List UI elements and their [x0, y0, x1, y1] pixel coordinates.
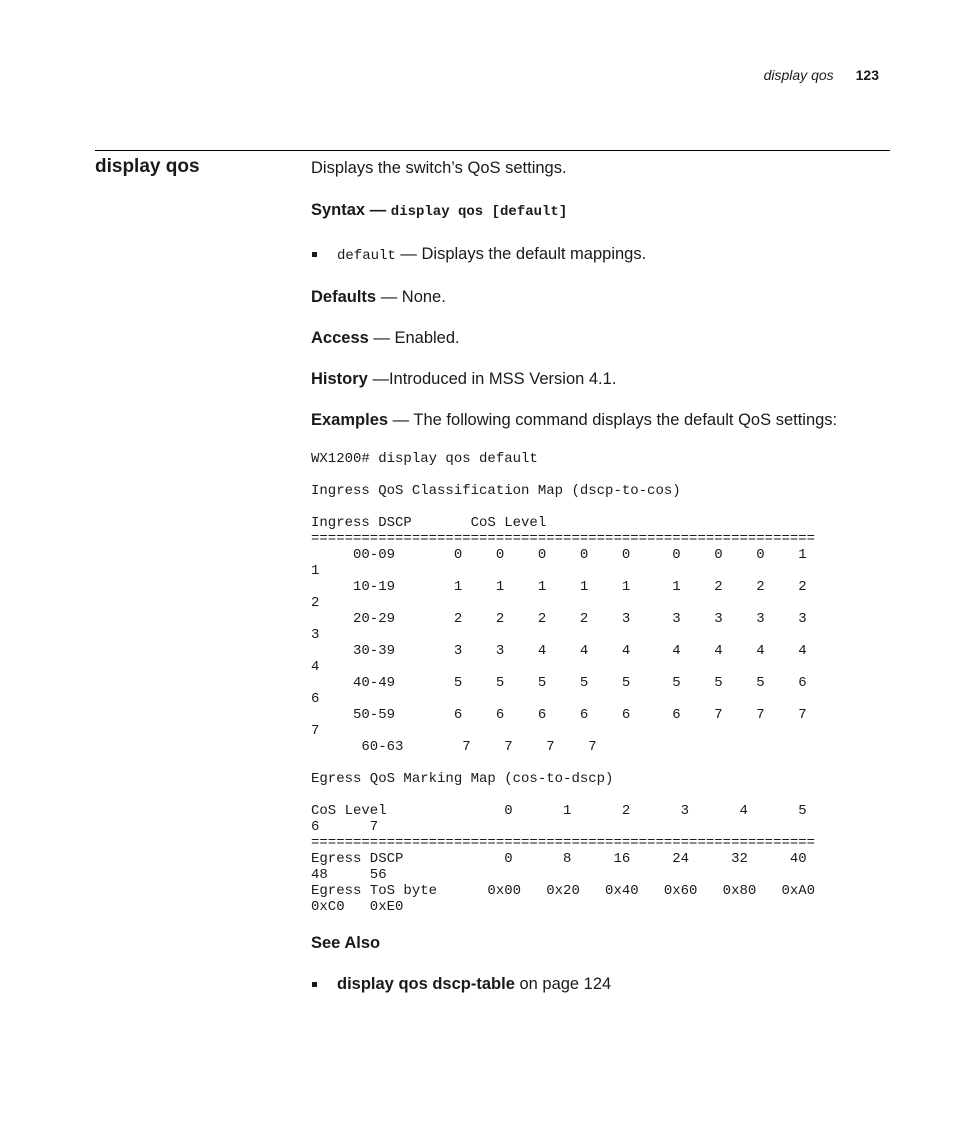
- option-description: — Displays the default mappings.: [395, 245, 647, 263]
- see-also-page-ref: on page 124: [514, 975, 612, 993]
- syntax-label: Syntax —: [311, 201, 387, 219]
- history-label: History: [311, 370, 368, 388]
- see-also-link[interactable]: display qos dscp-table: [337, 975, 515, 993]
- section-divider: [95, 150, 890, 151]
- running-header: [764, 67, 879, 83]
- command-description: Displays the switch’s QoS settings.: [311, 159, 567, 177]
- running-header-title: display qos: [763, 67, 834, 83]
- defaults-line: [311, 286, 891, 308]
- bullet-square-icon: [312, 252, 317, 257]
- example-output: WX1200# display qos default Ingress QoS Classification Map (dscp-to-cos) Ingress DSCP CoS Level ============================================================ 00-09 0 0 0 0 0 0 0 0 1 1 10-19 1 1 1 1 1 1 2 2 2 2 20-29 2 2 2 2 3 3 3 3 3 3 30-39 3 3 4 4 4 4 4 4 4 4 40-49 5 5 5 5 5 5 5 5 6 6 50-59 6 6 6 6 6 6 7 7 7 7 60-63 7 7 7 7 Egress QoS Marking Map (cos-to-dscp) CoS Level 0 1 2 3 4 5 6 7 ============================================================ Egress DSCP 0 8 16 24 32 40 48 56 Egress ToS byte 0x00 0x20 0x40 0x60 0x80 0xA0 0xC0 0xE0: [311, 451, 816, 915]
- option-keyword: default: [337, 248, 396, 264]
- syntax-command: display qos [default]: [390, 204, 568, 220]
- examples-text: — The following command displays the default QoS settings:: [388, 411, 838, 429]
- syntax-line: [311, 199, 891, 223]
- option-item: [311, 243, 891, 267]
- history-line: [311, 368, 891, 390]
- history-text: —Introduced in MSS Version 4.1.: [367, 370, 617, 388]
- defaults-text: — None.: [376, 288, 446, 306]
- examples-label: Examples: [311, 411, 389, 429]
- section-content: [311, 157, 891, 995]
- see-also-item: [311, 973, 891, 995]
- bullet-square-icon: [312, 982, 317, 987]
- defaults-label: Defaults: [311, 288, 377, 306]
- access-label: Access: [311, 329, 369, 347]
- page-number: 123: [855, 67, 879, 83]
- access-line: [311, 327, 891, 349]
- section-title: display qos: [95, 156, 200, 177]
- see-also-heading: See Also: [311, 934, 381, 952]
- access-text: — Enabled.: [368, 329, 460, 347]
- examples-line: [311, 409, 891, 431]
